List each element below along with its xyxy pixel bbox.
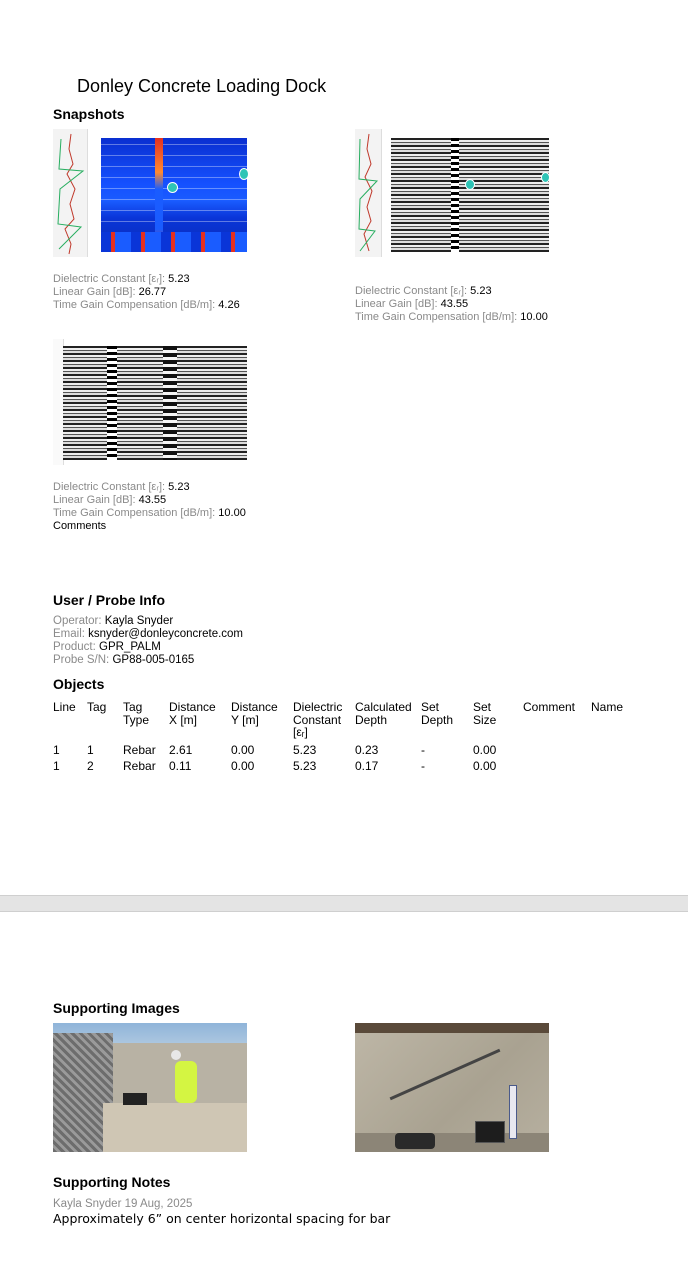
snapshot-meta-2 [355,285,548,324]
concrete-floor [103,1103,247,1152]
hyperbola-column [163,346,177,460]
objects-table [53,701,631,775]
col-set-size [473,701,523,739]
cell-set-depth: - [421,742,425,757]
supporting-photo-2 [355,1023,549,1152]
depth-profile-panel [53,129,88,257]
page-break-divider [0,895,688,912]
gpr-device [123,1093,147,1105]
gain-value: 43.55 [138,494,167,506]
user-probe-heading: User / Probe Info [53,592,166,608]
operator-label: Operator: [53,615,102,627]
col-tag: Tag [87,700,107,714]
col-dielectric [293,701,355,739]
col-line: Line [53,700,76,714]
cell-tag: 1 [87,742,94,757]
cell-dielectric: 5.23 [293,758,317,773]
gain-label: Linear Gain [dB]: [355,298,438,310]
concrete-floor [355,1133,549,1152]
tag-marker-icon [167,182,178,193]
serial-value: GP88-005-0165 [112,654,195,666]
operator-value: Kayla Snyder [104,615,174,627]
tgc-value: 10.00 [218,507,246,519]
radargram-grayscale [63,346,247,460]
tgc-value: 10.00 [520,311,548,323]
cell-line: 1 [53,758,60,773]
dielectric-value: 5.23 [168,481,190,493]
dielectric-label: Dielectric Constant [εᵣ]: [53,481,166,493]
snapshot-image-2 [355,129,549,257]
table-header-row [53,701,631,739]
hyperbola-column [451,138,459,252]
gpr-device [395,1133,435,1149]
worker-figure [175,1061,197,1103]
col-dielectric-text: Dielectric Constant [εᵣ] [293,700,343,739]
cell-calculated-depth: 0.23 [355,742,379,757]
col-calculated-depth [355,701,421,739]
top-edge [355,1023,549,1033]
cell-set-size: 0.00 [473,742,497,757]
product-label: Product: [53,641,96,653]
gain-value: 43.55 [440,298,469,310]
document-title: Donley Concrete Loading Dock [77,76,327,96]
tag-marker-icon [465,179,475,190]
col-set-depth-text: Set Depth [421,700,454,727]
cell-comment [523,743,591,759]
tgc-value: 4.26 [218,299,240,311]
comments-label: Comments [53,520,107,532]
cell-tag: 2 [87,758,94,773]
tgc-label: Time Gain Compensation [dB/m]: [53,507,216,519]
bottom-reflection-band [101,232,247,252]
cell-set-size: 0.00 [473,758,497,773]
col-distance-y [231,701,293,739]
cell-name [591,759,631,775]
col-set-size-text: Set Size [473,700,497,727]
table-row [53,743,631,759]
gain-value: 26.77 [138,286,167,298]
product-value: GPR_PALM [99,641,161,653]
cell-dielectric: 5.23 [293,742,317,757]
supporting-images-heading: Supporting Images [53,1000,180,1016]
worker-helmet [171,1050,181,1060]
snapshot-meta-3 [53,481,246,533]
tag-marker-icon [239,168,249,180]
email-label: Email: [53,628,85,640]
snapshot-image-1 [53,129,247,257]
user-probe-info [53,615,243,667]
tgc-label: Time Gain Compensation [dB/m]: [53,299,216,311]
tablet-case [475,1121,505,1143]
col-name: Name [591,700,624,714]
col-distance-x-text: Distance X [m] [169,700,216,727]
col-calculated-depth-text: Calculated Depth [355,700,412,727]
depth-profile-graph [355,129,381,257]
tgc-label: Time Gain Compensation [dB/m]: [355,311,518,323]
gain-label: Linear Gain [dB]: [53,286,136,298]
depth-profile-graph [53,129,87,257]
table-row [53,759,631,775]
cell-comment [523,759,591,775]
radargram-grayscale [391,138,549,252]
col-distance-x [169,701,231,739]
tag-marker-icon [541,172,550,183]
col-set-depth [421,701,473,739]
col-tag-type-text: Tag Type [123,700,150,727]
cell-set-depth: - [421,758,425,773]
note-text: Approximately 6” on center horizontal spacing for bar [53,1211,391,1226]
dielectric-label: Dielectric Constant [εᵣ]: [355,285,468,297]
cell-distance-x: 2.61 [169,742,193,757]
cell-distance-x: 0.11 [169,758,192,773]
cell-distance-y: 0.00 [231,758,255,773]
depth-profile-panel [355,129,382,257]
hyperbola-column [107,346,117,460]
cell-distance-y: 0.00 [231,742,255,757]
supporting-photo-1 [53,1023,247,1152]
snapshot-image-3 [53,339,247,465]
email-value: ksnyder@donleyconcrete.com [88,628,244,640]
cell-tag-type: Rebar [123,758,156,773]
measuring-stick [509,1085,517,1139]
dielectric-value: 5.23 [168,273,190,285]
gain-label: Linear Gain [dB]: [53,494,136,506]
cell-calculated-depth: 0.17 [355,758,379,773]
snapshots-heading: Snapshots [53,106,125,122]
cell-line: 1 [53,742,60,757]
col-tag-type [123,701,169,739]
supporting-notes-heading: Supporting Notes [53,1174,171,1190]
serial-label: Probe S/N: [53,654,110,666]
dielectric-value: 5.23 [470,285,492,297]
snapshot-meta-1 [53,273,240,312]
cell-name [591,743,631,759]
dielectric-label: Dielectric Constant [εᵣ]: [53,273,166,285]
concrete-wall [355,1033,549,1133]
col-comment: Comment [523,700,576,714]
objects-heading: Objects [53,676,105,692]
radargram-blue [101,138,247,252]
cell-tag-type: Rebar [123,742,156,757]
note-author-date: Kayla Snyder 19 Aug, 2025 [53,1198,193,1210]
col-distance-y-text: Distance Y [m] [231,700,278,727]
